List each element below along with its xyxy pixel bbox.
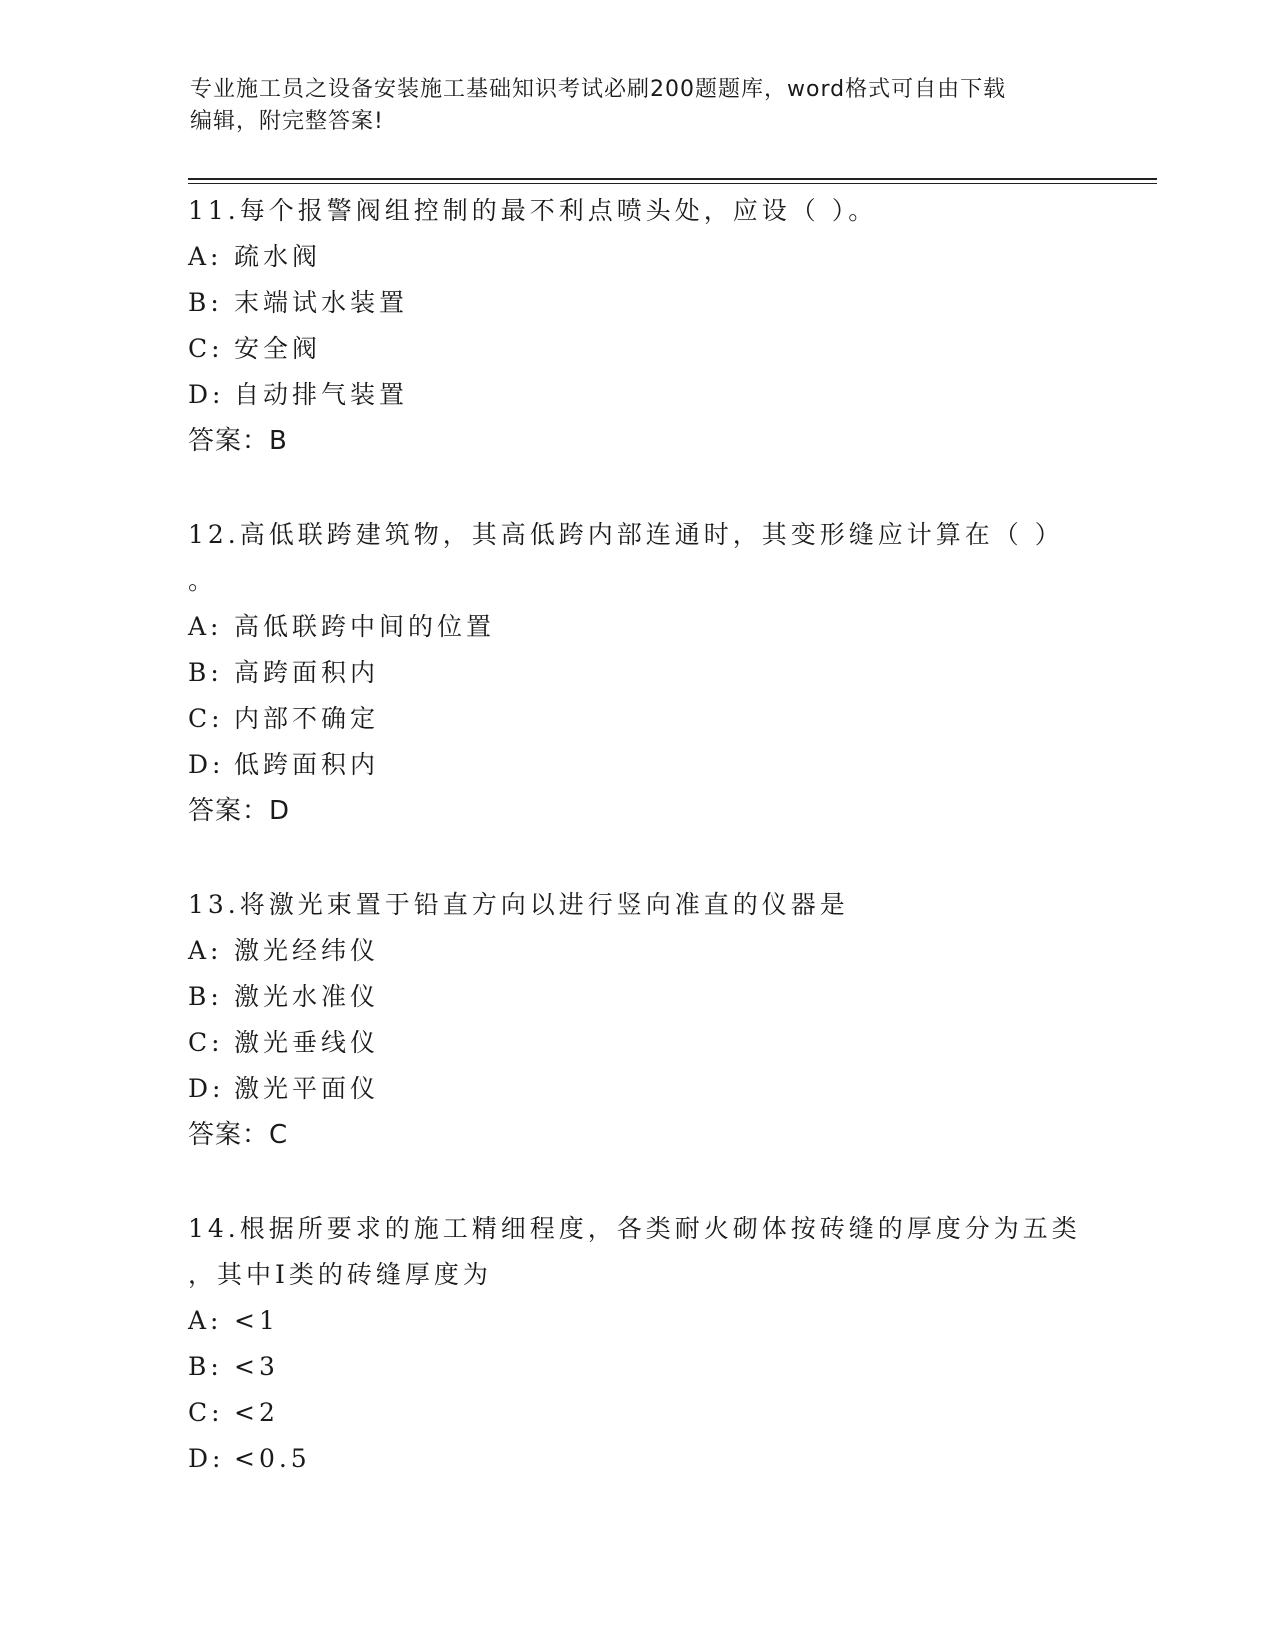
- option-key: D:: [188, 1444, 225, 1473]
- option-text: 内部不确定: [234, 704, 380, 733]
- option-key: B:: [188, 982, 223, 1011]
- option-key: D:: [188, 380, 225, 409]
- question-stem: 13.将激光束置于铅直方向以进行竖向准直的仪器是: [188, 890, 849, 919]
- option-text: 高跨面积内: [234, 658, 380, 687]
- header-divider-thick: [188, 178, 1157, 180]
- answer-line: 答案：D: [188, 796, 291, 826]
- option-text: 激光垂线仪: [234, 1028, 380, 1057]
- question-stem: 11.每个报警阀组控制的最不利点喷头处，应设（ ）。: [188, 196, 878, 225]
- option-text: 激光经纬仪: [234, 936, 380, 965]
- option-a: [188, 928, 1088, 974]
- option-key: C:: [188, 704, 224, 733]
- document-header: [190, 74, 1090, 138]
- option-text: <0.5: [234, 1444, 311, 1473]
- option-b: [188, 650, 1088, 696]
- option-key: D:: [188, 1074, 225, 1103]
- question-list: [188, 188, 1088, 1530]
- question-12: [188, 512, 1088, 834]
- option-key: C:: [188, 334, 224, 363]
- option-a: [188, 1298, 1088, 1344]
- option-d: [188, 742, 1088, 788]
- question-14: [188, 1206, 1088, 1482]
- question-stem-line-1: 12.高低联跨建筑物，其高低跨内部连通时，其变形缝应计算在（ ）: [188, 520, 1064, 549]
- option-text: <2: [234, 1398, 279, 1427]
- option-b: [188, 280, 1088, 326]
- option-key: A:: [188, 1306, 223, 1335]
- option-text: 安全阀: [234, 334, 322, 363]
- option-a: [188, 234, 1088, 280]
- option-text: 高低联跨中间的位置: [234, 612, 496, 641]
- option-text: 激光平面仪: [234, 1074, 380, 1103]
- option-c: [188, 696, 1088, 742]
- question-11: [188, 188, 1088, 464]
- question-13: [188, 882, 1088, 1158]
- option-key: C:: [188, 1028, 224, 1057]
- option-d: [188, 1066, 1088, 1112]
- option-key: C:: [188, 1398, 224, 1427]
- option-text: 激光水准仪: [234, 982, 380, 1011]
- option-text: 低跨面积内: [234, 750, 380, 779]
- option-b: [188, 1344, 1088, 1390]
- option-c: [188, 326, 1088, 372]
- question-stem-line-1: 14.根据所要求的施工精细程度，各类耐火砌体按砖缝的厚度分为五类: [188, 1214, 1081, 1243]
- option-text: 疏水阀: [234, 242, 322, 271]
- question-stem-line-2: ，其中Ⅰ类的砖缝厚度为: [188, 1260, 492, 1289]
- header-divider-thin: [188, 183, 1157, 184]
- option-text: <3: [234, 1352, 279, 1381]
- option-key: A:: [188, 612, 223, 641]
- answer-line: 答案：C: [188, 1120, 289, 1150]
- option-d: [188, 1436, 1088, 1482]
- option-key: B:: [188, 288, 223, 317]
- header-title-line-1: 专业施工员之设备安装施工基础知识考试必刷200题题库，word格式可自由下载: [190, 77, 1007, 102]
- option-c: [188, 1390, 1088, 1436]
- option-key: B:: [188, 1352, 223, 1381]
- option-text: 自动排气装置: [234, 380, 409, 409]
- option-key: A:: [188, 242, 223, 271]
- option-text: <1: [234, 1306, 279, 1335]
- answer-line: 答案：B: [188, 426, 288, 456]
- option-key: D:: [188, 750, 225, 779]
- option-key: B:: [188, 658, 223, 687]
- option-key: A:: [188, 936, 223, 965]
- header-title-line-2: 编辑，附完整答案!: [190, 109, 384, 134]
- option-c: [188, 1020, 1088, 1066]
- question-stem-line-2: 。: [188, 566, 218, 595]
- option-d: [188, 372, 1088, 418]
- option-b: [188, 974, 1088, 1020]
- option-a: [188, 604, 1088, 650]
- option-text: 末端试水装置: [234, 288, 409, 317]
